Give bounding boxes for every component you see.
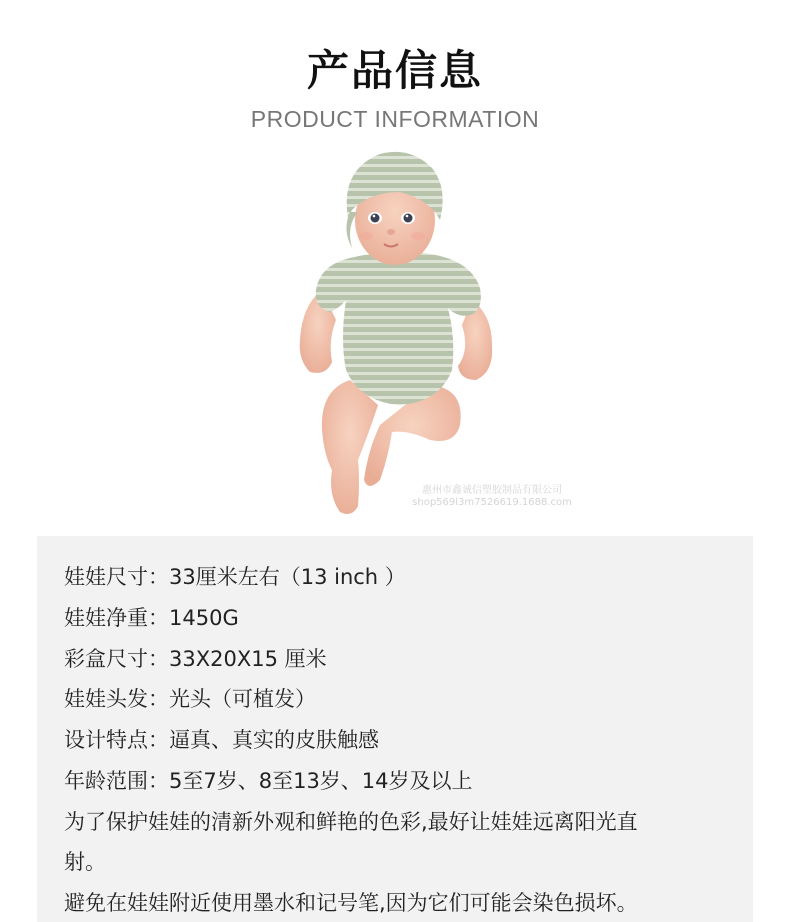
page-subtitle: PRODUCT INFORMATION (250, 106, 540, 132)
product-photo-doll (280, 140, 580, 525)
info-age-range: 年龄范围：5至7岁、8至13岁、14岁及以上 (64, 769, 473, 793)
info-doll-size: 娃娃尺寸：33厘米左右（13 inch ） (64, 565, 406, 589)
watermark-company: 惠州市鑫诚信塑胶制品有限公司 (422, 485, 562, 496)
watermark-shop-url: shop569l3m7526619.1688.com (412, 497, 572, 508)
info-care-note-sunlight: 为了保护娃娃的清新外观和鲜艳的色彩,最好让娃娃远离阳光直 (64, 810, 638, 834)
page-title: 产品信息 (306, 46, 483, 95)
info-care-note-ink: 避免在娃娃附近使用墨水和记号笔,因为它们可能会染色损坏。 (64, 891, 638, 915)
info-box-size: 彩盒尺寸：33X20X15 厘米 (64, 647, 327, 671)
info-design-features: 设计特点：逼真、真实的皮肤触感 (64, 728, 379, 752)
info-care-note-sunlight-cont: 射。 (64, 850, 106, 874)
info-hair: 娃娃头发：光头（可植发） (64, 687, 316, 711)
info-net-weight: 娃娃净重：1450G (64, 606, 239, 630)
